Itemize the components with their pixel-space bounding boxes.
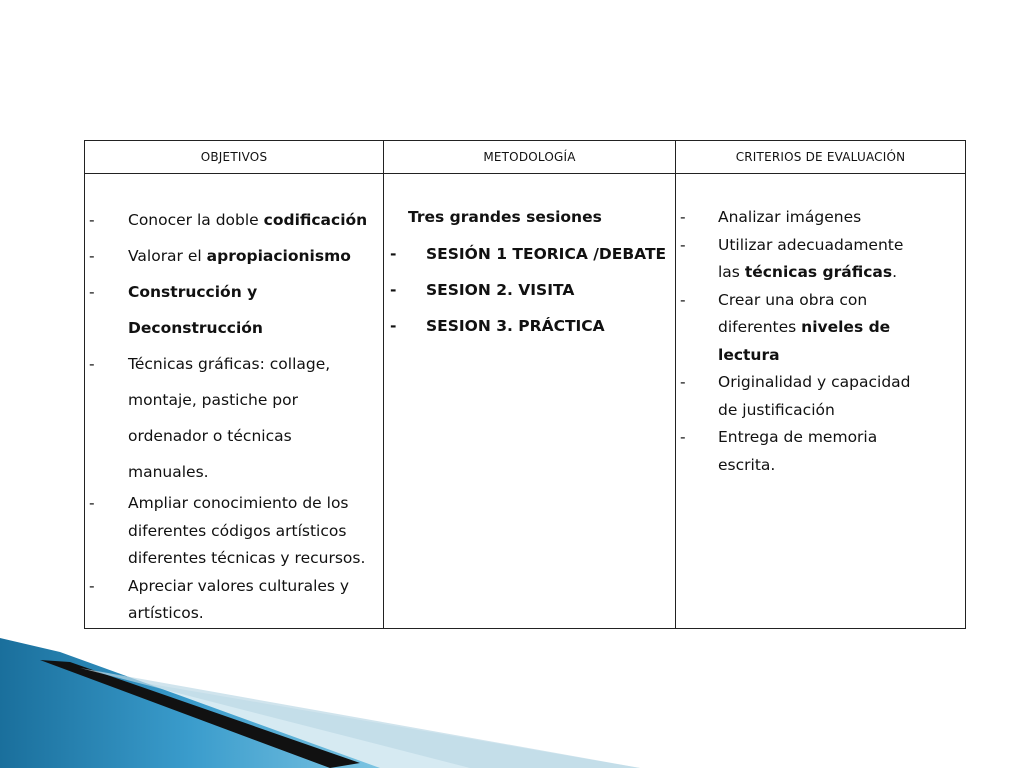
dash-bullet: -: [89, 283, 95, 301]
metodologia-list: [384, 230, 675, 344]
item-bold: codificación: [263, 211, 368, 229]
list-item: [680, 424, 955, 479]
objetivos-list: [85, 174, 383, 628]
dash-bullet: -: [680, 373, 686, 391]
item-text: Entrega de memoria: [718, 428, 878, 446]
decorative-stripes: [0, 638, 640, 768]
dash-bullet: -: [89, 247, 95, 265]
list-item: [680, 204, 955, 232]
item-text: Utilizar adecuadamente: [718, 235, 904, 254]
item-text: artísticos.: [128, 604, 204, 622]
item-text: ordenador o técnicas: [128, 427, 292, 445]
header-criterios: CRITERIOS DE EVALUACIÓN: [676, 141, 966, 174]
criterios-list: [676, 174, 965, 479]
item-bold: niveles de: [801, 318, 891, 336]
item-text: montaje, pastiche por: [128, 391, 298, 409]
item-bold: apropiacionismo: [206, 247, 351, 265]
item-text: diferentes códigos artísticos: [128, 521, 347, 540]
item-text: Conocer la doble: [128, 211, 264, 229]
item-text: Apreciar valores culturales y: [128, 576, 350, 595]
dash-bullet: -: [680, 290, 686, 309]
dash-bullet: -: [680, 428, 686, 446]
table-body-row: [85, 174, 966, 629]
list-item: [89, 346, 373, 490]
header-objetivos: OBJETIVOS: [85, 141, 384, 174]
blue-stripe: [0, 638, 380, 768]
criterios-cell: [676, 174, 966, 629]
session-label: SESION 2. VISITA: [426, 281, 575, 299]
dash-bullet: -: [89, 355, 95, 373]
dash-bullet: -: [390, 317, 397, 335]
item-text: Valorar el: [128, 247, 207, 265]
session-label: SESIÓN 1 TEORICA /DEBATE: [426, 245, 667, 263]
item-bold: Deconstrucción: [128, 319, 263, 337]
objetivos-cell: [85, 174, 384, 629]
metodologia-lead: Tres grandes sesiones: [408, 208, 602, 226]
dash-bullet: -: [680, 208, 686, 226]
evaluation-table: [84, 140, 966, 629]
item-text: .: [892, 263, 898, 281]
dash-bullet: -: [89, 211, 95, 229]
item-bold: técnicas gráficas: [744, 263, 893, 281]
item-text: de justificación: [718, 400, 835, 419]
list-item: [390, 272, 669, 308]
dash-bullet: -: [390, 245, 397, 263]
list-item: [680, 232, 955, 287]
item-text: las: [718, 263, 745, 281]
item-text: diferentes: [718, 318, 802, 336]
list-item: [680, 287, 955, 370]
list-item: [89, 238, 373, 274]
list-item: [680, 369, 955, 424]
table-header-row: [85, 141, 966, 174]
item-text: Analizar imágenes: [718, 208, 862, 226]
list-item: [89, 274, 373, 346]
item-text: Técnicas gráficas: collage,: [128, 355, 331, 373]
dash-bullet: -: [680, 235, 686, 254]
list-item: [390, 308, 669, 344]
dash-bullet: -: [390, 281, 397, 299]
item-text: Ampliar conocimiento de los: [128, 494, 349, 512]
session-label: SESION 3. PRÁCTICA: [426, 317, 605, 335]
dash-bullet: -: [89, 494, 95, 512]
item-bold: lectura: [718, 345, 780, 364]
item-text: Originalidad y capacidad: [718, 373, 911, 391]
metodologia-cell: [384, 174, 676, 629]
item-text: diferentes técnicas y recursos.: [128, 549, 366, 567]
header-metodologia: METODOLOGÍA: [384, 141, 676, 174]
list-item: [89, 573, 373, 628]
list-item: [89, 202, 373, 238]
item-text: escrita.: [718, 455, 776, 474]
item-bold: Construcción y: [128, 283, 258, 301]
list-item: [89, 490, 373, 573]
dash-bullet: -: [89, 576, 95, 595]
item-text: manuales.: [128, 463, 209, 481]
list-item: [390, 236, 669, 272]
item-text: Crear una obra con: [718, 290, 868, 309]
